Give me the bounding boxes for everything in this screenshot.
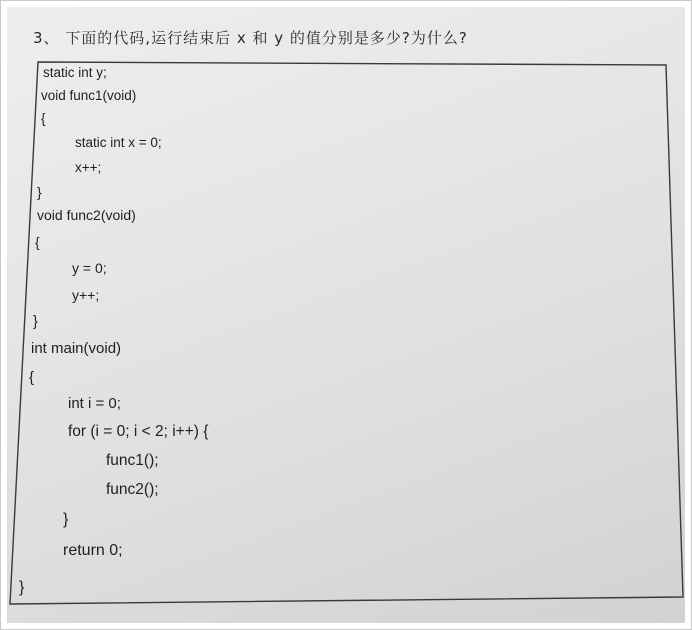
code-line: static int x = 0; [75, 135, 162, 150]
code-line: int i = 0; [68, 395, 121, 412]
question-text: 3、 下面的代码,运行结束后 x 和 y 的值分别是多少?为什么? [33, 29, 468, 47]
code-line: void func2(void) [37, 207, 136, 223]
code-line: } [63, 511, 69, 528]
code-line: static int y; [43, 65, 107, 80]
code-line: y++; [72, 287, 100, 303]
code-line: func1(); [106, 452, 159, 469]
code-line: } [37, 184, 42, 200]
code-line: x++; [75, 160, 102, 175]
code-line: for (i = 0; i < 2; i++) { [68, 423, 209, 440]
code-line: { [29, 369, 35, 386]
code-line: int main(void) [31, 340, 122, 357]
code-line: } [33, 314, 38, 330]
code-line: { [41, 111, 46, 126]
code-line: func2(); [106, 481, 159, 498]
code-line: void func1(void) [41, 88, 137, 103]
code-line: y = 0; [72, 260, 107, 276]
code-line: return 0; [63, 542, 123, 559]
code-line: } [19, 579, 25, 596]
exam-paper-photo [7, 7, 685, 623]
code-line: { [35, 234, 40, 250]
